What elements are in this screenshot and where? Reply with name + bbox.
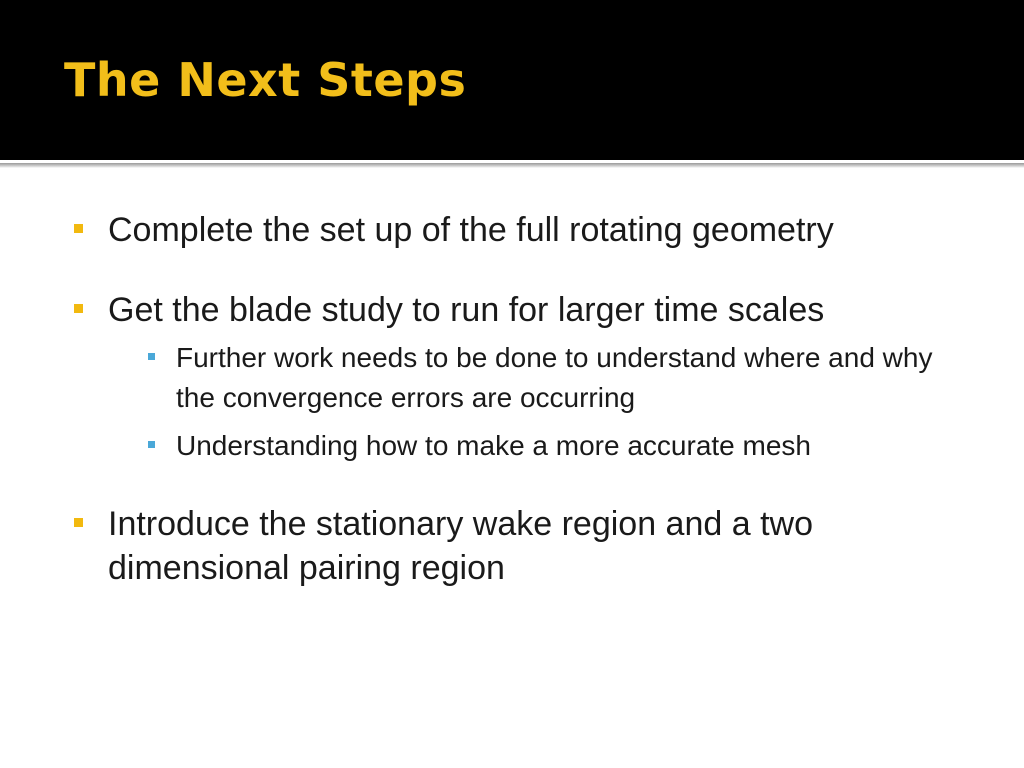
sub-bullet-text: Further work needs to be done to understand where and why the convergence errors are occurring xyxy=(176,342,933,413)
square-bullet-icon xyxy=(74,518,83,527)
sub-bullet-item xyxy=(144,426,972,466)
slide-body xyxy=(72,208,972,590)
bullet-item xyxy=(72,288,972,466)
small-square-bullet-icon xyxy=(148,353,155,360)
sub-bullet-text: Understanding how to make a more accurate mesh xyxy=(176,430,811,461)
sub-bullet-list xyxy=(144,338,972,466)
square-bullet-icon xyxy=(74,224,83,233)
sub-bullet-item xyxy=(144,338,972,418)
bullet-text: Get the blade study to run for larger time scales xyxy=(108,291,825,329)
bullet-text: Introduce the stationary wake region and a two dimensional pairing region xyxy=(108,505,813,587)
title-band xyxy=(0,0,1024,160)
square-bullet-icon xyxy=(74,304,83,313)
slide-title: The Next Steps xyxy=(64,53,467,107)
bullet-item xyxy=(72,208,972,252)
bullet-text: Complete the set up of the full rotating geometry xyxy=(108,211,834,249)
bullet-item xyxy=(72,502,972,590)
small-square-bullet-icon xyxy=(148,441,155,448)
title-divider xyxy=(0,160,1024,168)
